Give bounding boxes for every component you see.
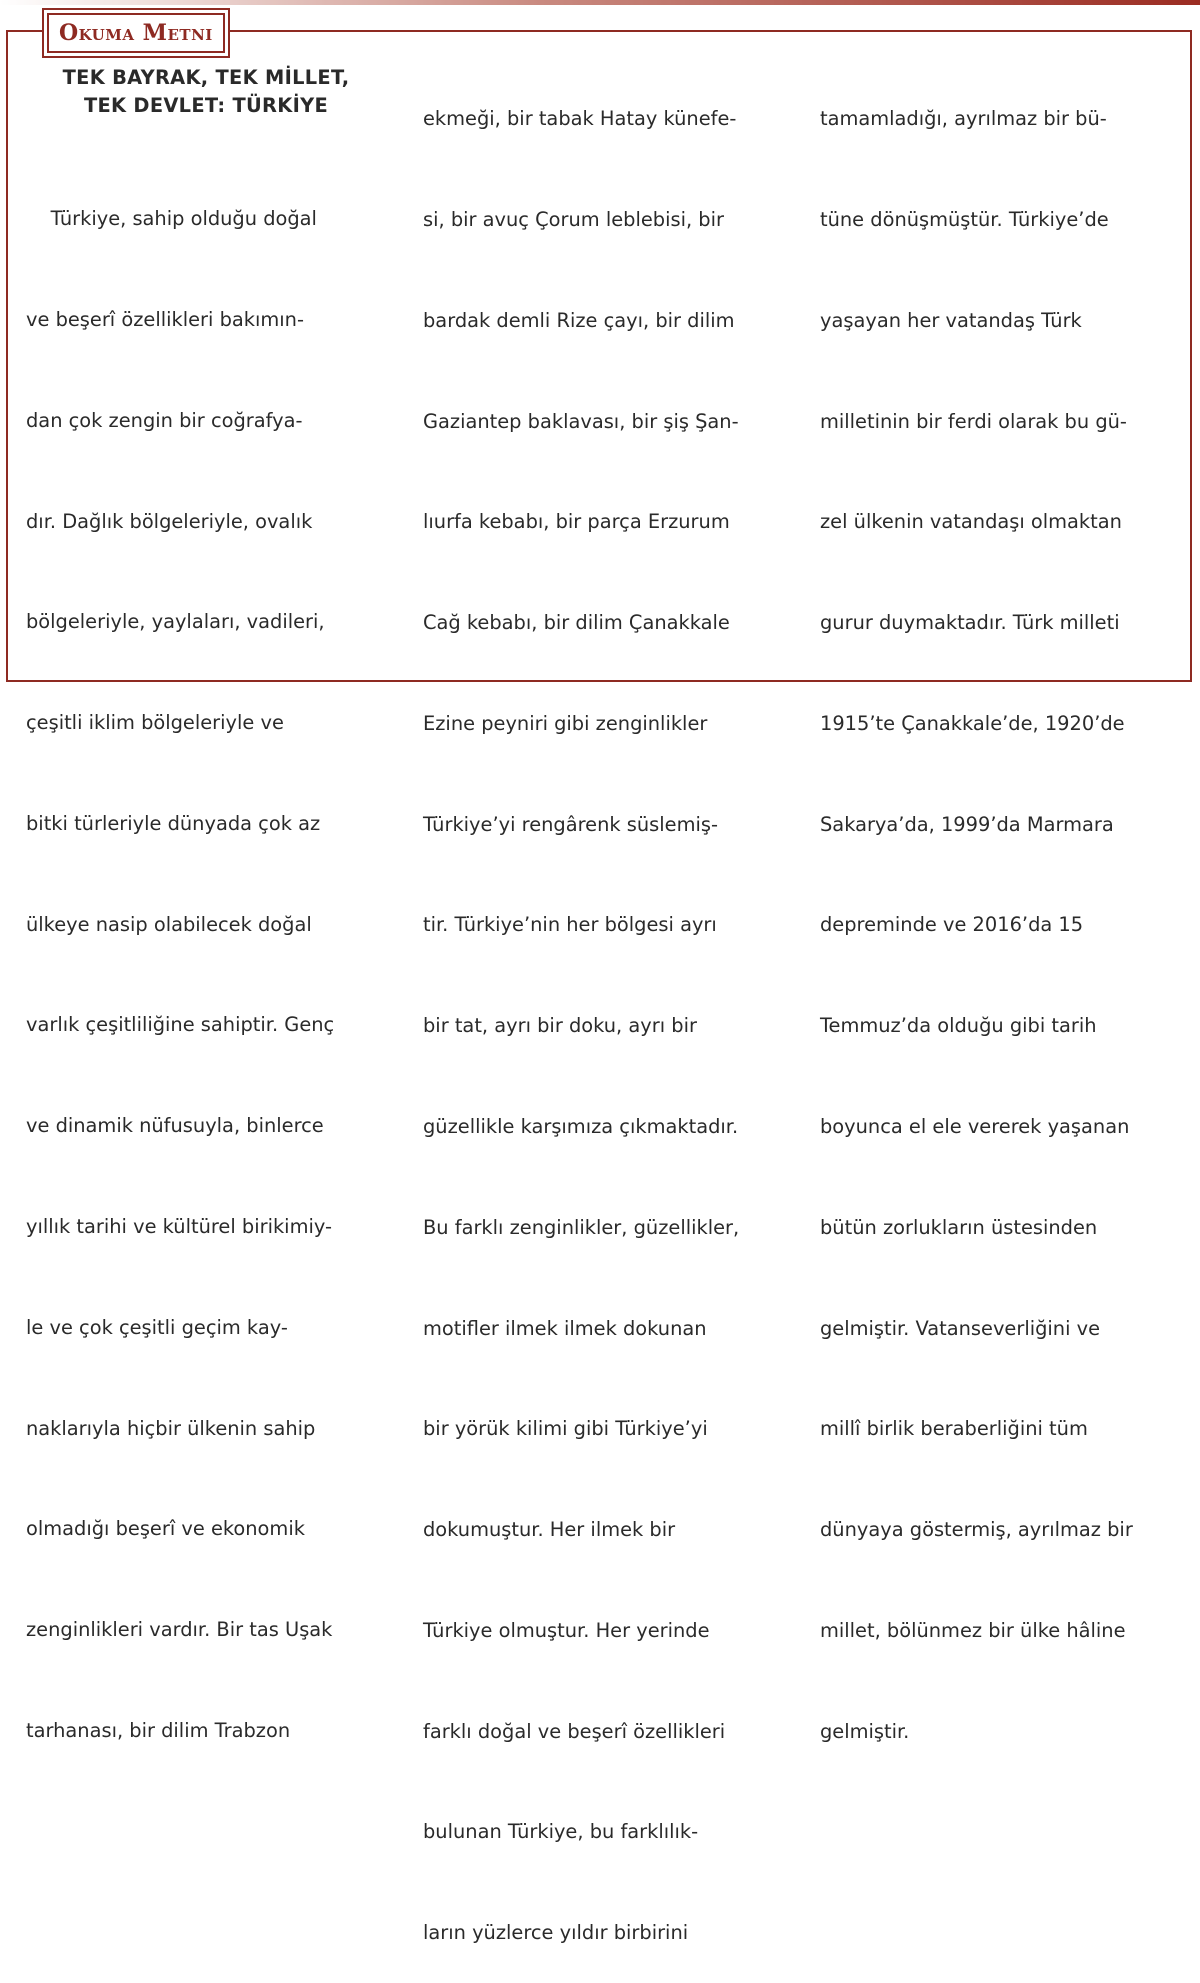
text-line: gelmiştir.: [820, 1719, 910, 1743]
text-line: yıllık tarihi ve kültürel birikimiy-: [26, 1215, 332, 1238]
text-line: Cağ kebabı, bir dilim Çanakkale: [423, 611, 730, 635]
text-line: ekmeği, bir tabak Hatay künefe-: [423, 107, 737, 131]
text-line: bulunan Türkiye, bu farklılık-: [423, 1820, 699, 1844]
text-line: motifler ilmek ilmek dokunan: [423, 1316, 707, 1340]
text-line: ve beşerî özellikleri bakımın-: [26, 307, 304, 331]
article-title-line: TEK DEVLET: TÜRKİYE: [83, 94, 328, 117]
text-line: bütün zorlukların üstesinden: [820, 1215, 1098, 1239]
text-line: dokumuştur. Her ilmek bir: [423, 1518, 676, 1542]
text-line: bir tat, ayrı bir doku, ayrı bir: [423, 1014, 697, 1038]
text-line: zenginlikleri vardır. Bir tas Uşak: [26, 1618, 333, 1642]
text-line: Ezine peyniri gibi zenginlikler: [423, 711, 708, 735]
text-line: tüne dönüşmüştür. Türkiye’de: [820, 207, 1109, 231]
text-line: tir. Türkiye’nin her bölgesi ayrı: [423, 913, 717, 937]
text-line: ların yüzlerce yıldır birbirini: [423, 1921, 689, 1945]
text-line: boyunca el ele vererek yaşanan: [820, 1115, 1130, 1138]
text-line: ve dinamik nüfusuyla, binlerce: [26, 1114, 324, 1138]
text-line: zel ülkenin vatandaşı olmaktan: [820, 510, 1122, 534]
text-line: güzellikle karşımıza çıkmaktadır.: [423, 1115, 739, 1138]
text-line: tarhanası, bir dilim Trabzon: [26, 1718, 291, 1742]
text-column-2: [423, 35, 739, 1983]
text-line: bir yörük kilimi gibi Türkiye’yi: [423, 1417, 708, 1441]
text-column-3: [820, 35, 1133, 1782]
text-line: lıurfa kebabı, bir parça Erzurum: [423, 510, 730, 534]
top-decorative-rule: [0, 0, 1200, 5]
section-label: [47, 13, 225, 53]
text-column-1: [26, 135, 334, 1781]
text-line: si, bir avuç Çorum leblebisi, bir: [423, 207, 724, 231]
text-line: naklarıyla hiçbir ülkenin sahip: [26, 1416, 316, 1440]
text-line: millî birlik beraberliğini tüm: [820, 1417, 1088, 1441]
text-line: 1915’te Çanakkale’de, 1920’de: [820, 711, 1125, 735]
text-line: Sakarya’da, 1999’da Marmara: [820, 812, 1114, 836]
text-line: Gaziantep baklavası, bir şiş Şan-: [423, 409, 739, 433]
text-line: Türkiye, sahip olduğu doğal: [26, 207, 317, 231]
text-line: yaşayan her vatandaş Türk: [820, 308, 1082, 332]
text-line: depreminde ve 2016’da 15: [820, 913, 1084, 937]
text-line: olmadığı beşerî ve ekonomik: [26, 1517, 305, 1541]
article-title-line: TEK BAYRAK, TEK MİLLET,: [62, 66, 350, 89]
text-line: tamamladığı, ayrılmaz bir bü-: [820, 107, 1107, 131]
text-line: Türkiye’yi rengârenk süslemiş-: [423, 812, 718, 836]
text-line: dır. Dağlık bölgeleriyle, ovalık: [26, 509, 313, 533]
text-line: millet, bölünmez bir ülke hâline: [820, 1618, 1126, 1642]
text-line: Bu farklı zenginlikler, güzellikler,: [423, 1215, 740, 1239]
text-line: çeşitli iklim bölgeleriyle ve: [26, 711, 284, 735]
section-label-text: Okuma Metni: [59, 20, 213, 46]
text-line: varlık çeşitliliğine sahiptir. Genç: [26, 1013, 335, 1037]
text-line: ülkeye nasip olabilecek doğal: [26, 912, 312, 936]
text-line: bardak demli Rize çayı, bir dilim: [423, 308, 735, 332]
text-line: gelmiştir. Vatanseverliğini ve: [820, 1316, 1101, 1340]
text-line: dünyaya göstermiş, ayrılmaz bir: [820, 1518, 1133, 1542]
text-line: farklı doğal ve beşerî özellikleri: [423, 1719, 726, 1743]
text-line: Temmuz’da olduğu gibi tarih: [820, 1014, 1097, 1038]
article-title: [26, 64, 386, 120]
text-line: bitki türleriyle dünyada çok az: [26, 811, 321, 835]
text-line: milletinin bir ferdi olarak bu gü-: [820, 409, 1127, 433]
text-line: le ve çok çeşitli geçim kay-: [26, 1315, 288, 1339]
text-line: Türkiye olmuştur. Her yerinde: [423, 1618, 710, 1642]
text-line: dan çok zengin bir coğrafya-: [26, 408, 303, 432]
text-line: gurur duymaktadır. Türk milleti: [820, 611, 1120, 635]
text-line: bölgeleriyle, yaylaları, vadileri,: [26, 610, 325, 634]
